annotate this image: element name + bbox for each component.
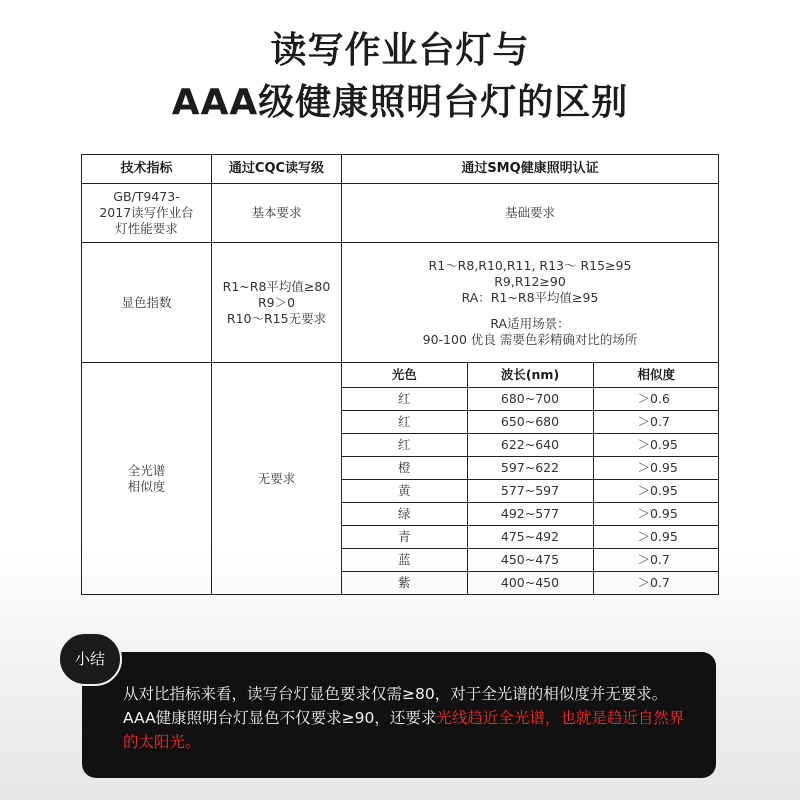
sub-header-wavelength: 波长(nm)	[467, 363, 593, 388]
header-cqc: 通过CQC读写级	[212, 155, 342, 184]
table-row	[342, 434, 719, 457]
cri-smq-note: 90-100 优良 需要色彩精确对比的场所	[422, 331, 638, 347]
cell-color: 蓝	[342, 549, 467, 572]
table-row	[342, 457, 719, 480]
cell-color: 红	[342, 388, 467, 411]
table-row-cri	[82, 243, 719, 363]
sub-header-similarity: 相似度	[593, 363, 719, 388]
summary-text-highlight: 光线趋近全光谱，也就是趋近自然界的太阳光。	[123, 709, 685, 751]
cell-similarity: ＞0.95	[593, 434, 719, 457]
cell-wavelength: 400~450	[467, 572, 593, 595]
cell-wavelength: 492~577	[467, 503, 593, 526]
cell-color: 青	[342, 526, 467, 549]
cri-cqc	[212, 243, 342, 363]
cell-wavelength: 650~680	[467, 411, 593, 434]
basic-cqc: 基本要求	[212, 184, 342, 243]
page-title-line-2: AAA级健康照明台灯的区别	[171, 82, 629, 123]
table-row	[342, 411, 719, 434]
cell-similarity: ＞0.95	[593, 526, 719, 549]
spectrum-label	[82, 363, 212, 595]
basic-label-line: 2017读写作业台	[99, 205, 194, 220]
table-row-spectrum	[82, 363, 719, 595]
cell-wavelength: 450~475	[467, 549, 593, 572]
table-row	[342, 480, 719, 503]
table-row-basic	[82, 184, 719, 243]
cell-similarity: ＞0.7	[593, 411, 719, 434]
sub-header-color: 光色	[391, 367, 417, 382]
cell-similarity: ＞0.6	[593, 388, 719, 411]
cri-smq-line: RA：R1~R8平均值≥95	[461, 289, 599, 305]
cell-color: 红	[342, 411, 467, 434]
basic-smq: 基础要求	[342, 184, 719, 243]
cell-color: 红	[342, 434, 467, 457]
table-row	[342, 549, 719, 572]
cri-smq-note: RA适用场景：	[490, 315, 570, 331]
spectrum-sub-table	[342, 363, 719, 594]
spectrum-sub-header-row	[342, 363, 719, 388]
spectrum-smq	[342, 363, 719, 595]
cell-color: 橙	[342, 457, 467, 480]
page-title-line-1: 读写作业台灯与	[270, 30, 530, 71]
cri-cqc-line: R10～R15无要求	[226, 310, 327, 326]
cri-label: 显色指数	[82, 243, 212, 363]
cri-cqc-line: R9＞0	[257, 294, 296, 310]
table-row	[342, 503, 719, 526]
header-smq: 通过SMQ健康照明认证	[342, 155, 719, 184]
summary-text-normal: 从对比指标来看，读写台灯显色要求仅需≥80，对于全光谱的相似度并无要求。AAA健康照明台灯显色不仅要求≥90，还要求	[123, 685, 668, 727]
table-row	[342, 388, 719, 411]
table-row	[342, 526, 719, 549]
cell-color: 紫	[342, 572, 467, 595]
cell-wavelength: 622~640	[467, 434, 593, 457]
cell-similarity: ＞0.95	[593, 503, 719, 526]
basic-label-line: 灯性能要求	[115, 221, 178, 236]
cell-similarity: ＞0.7	[593, 572, 719, 595]
cell-wavelength: 577~597	[467, 480, 593, 503]
header-indicator: 技术指标	[82, 155, 212, 184]
cell-similarity: ＞0.95	[593, 457, 719, 480]
spectrum-cqc: 无要求	[212, 363, 342, 595]
spectrum-label-line: 相似度	[127, 478, 166, 494]
summary-tag: 小结	[58, 632, 122, 686]
comparison-table	[81, 154, 719, 595]
cell-wavelength: 680~700	[467, 388, 593, 411]
cri-cqc-line: R1~R8平均值≥80	[222, 278, 331, 294]
table-header-row	[82, 155, 719, 184]
cell-color: 黄	[342, 480, 467, 503]
cri-smq-line: R9,R12≥90	[494, 273, 566, 289]
cri-smq	[342, 243, 719, 363]
table-row	[342, 572, 719, 595]
cell-color: 绿	[342, 503, 467, 526]
cell-similarity: ＞0.7	[593, 549, 719, 572]
spectrum-label-line: 全光谱	[127, 462, 166, 478]
summary-text	[123, 682, 693, 754]
basic-label-line: GB/T9473-	[113, 189, 180, 204]
basic-label	[82, 184, 212, 243]
cell-wavelength: 475~492	[467, 526, 593, 549]
cell-wavelength: 597~622	[467, 457, 593, 480]
cri-smq-line: R1～R8,R10,R11, R13～ R15≥95	[428, 257, 632, 273]
cell-similarity: ＞0.95	[593, 480, 719, 503]
